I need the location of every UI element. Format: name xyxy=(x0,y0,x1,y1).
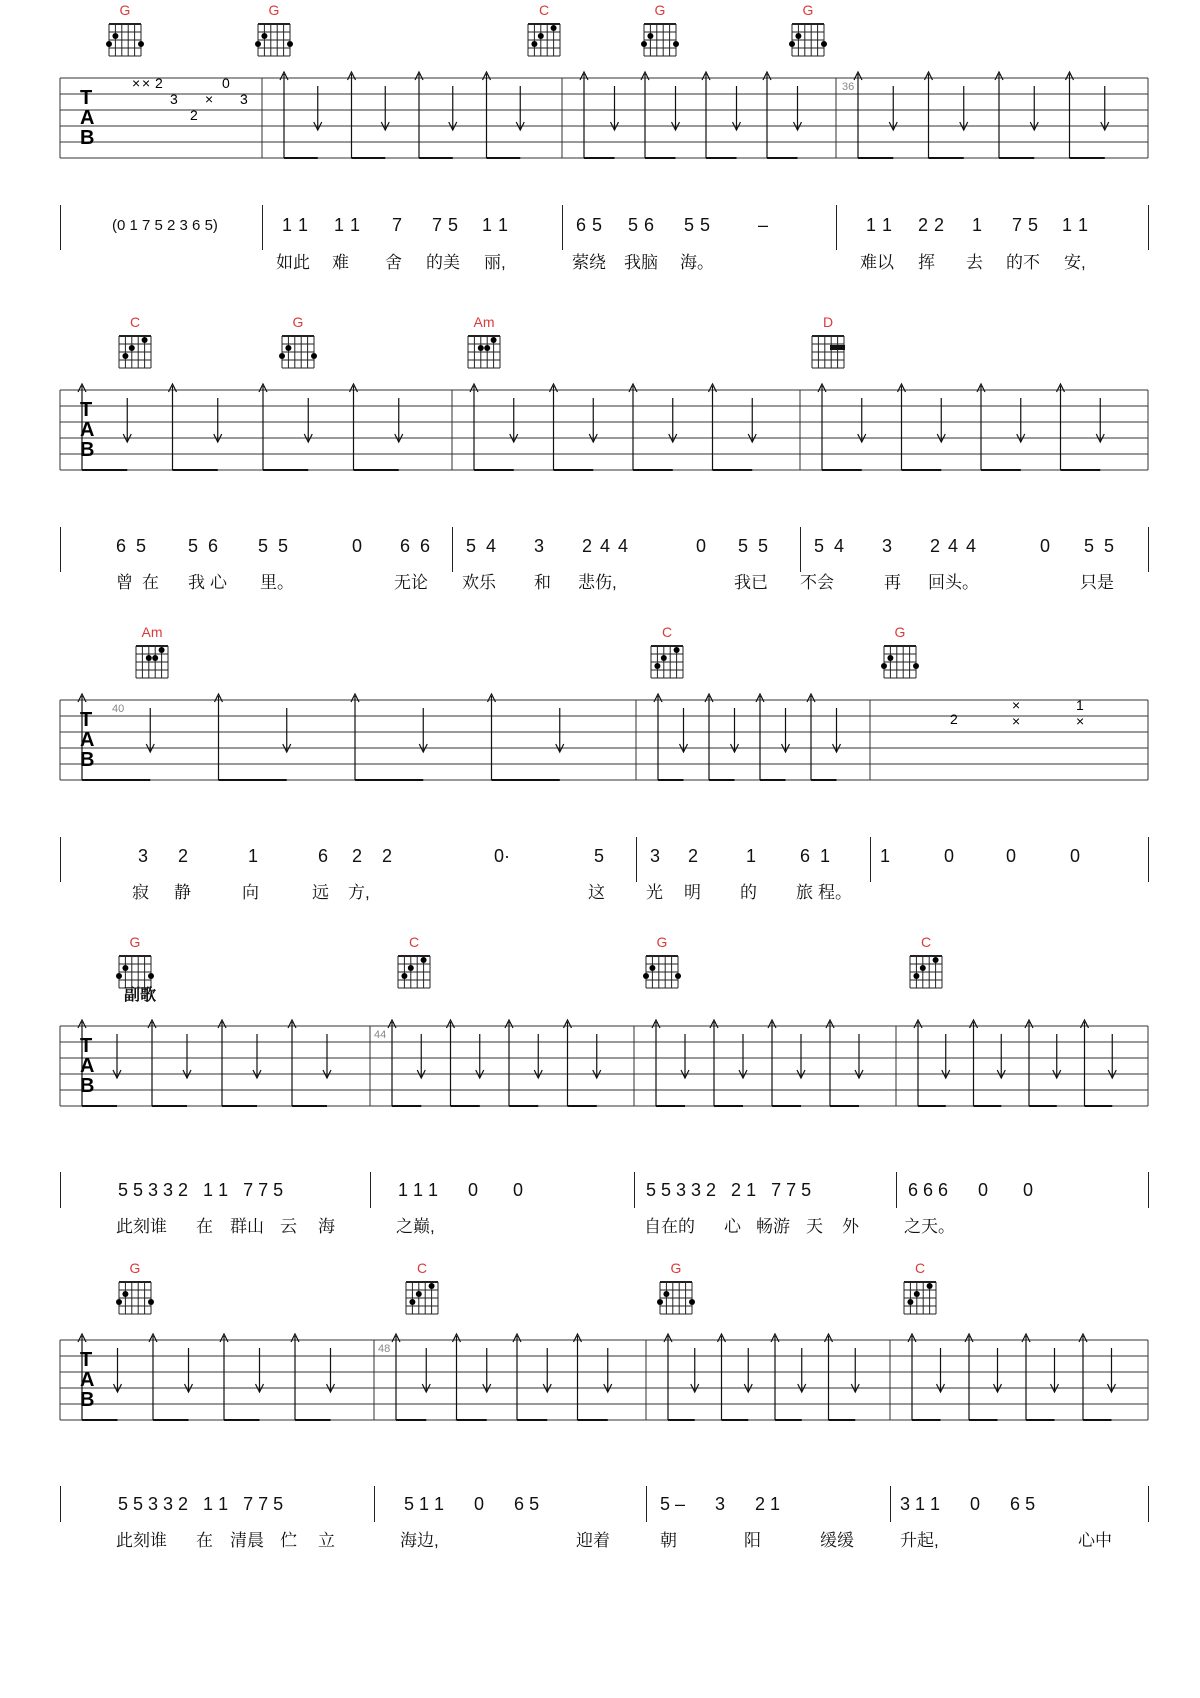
lyric-word: 萦绕 xyxy=(572,253,606,272)
lyric-word: 回头。 xyxy=(928,573,979,592)
chord-grid-icon xyxy=(656,1278,696,1318)
notation-number: 1 xyxy=(1062,215,1073,235)
lyric-word: 静 xyxy=(174,883,191,902)
notation-number: 5 xyxy=(628,215,639,235)
bar-line xyxy=(1148,837,1149,882)
chord-diagram-c xyxy=(400,1260,444,1318)
chord-name: G xyxy=(292,314,304,330)
bar-line xyxy=(452,527,453,572)
chord-name: G xyxy=(654,2,666,18)
chord-diagram-g xyxy=(878,624,922,682)
chord-diagram-g xyxy=(252,2,296,60)
chord-name: C xyxy=(538,2,550,18)
lyric-word: 畅游 xyxy=(756,1217,790,1236)
notation-number: 2 xyxy=(930,536,941,556)
strum-arrows xyxy=(78,694,841,780)
notation-number: 3 xyxy=(882,536,893,556)
bar-line xyxy=(800,527,801,572)
chord-name: C xyxy=(661,624,673,640)
bar-line xyxy=(636,837,637,882)
chord-grid-icon xyxy=(464,332,504,372)
svg-text:2: 2 xyxy=(190,107,198,123)
notation-number: 1 xyxy=(482,215,493,235)
lyric-word: 在 xyxy=(196,1217,213,1236)
chord-diagram-g xyxy=(276,314,320,372)
lyric-word: 难 xyxy=(332,253,349,272)
chord-grid-icon xyxy=(906,952,946,992)
lyric-word: 不会 xyxy=(800,573,834,592)
notation-number: 1 xyxy=(972,215,983,235)
tab-label-a: A xyxy=(80,107,95,129)
notation-number: 2 xyxy=(688,846,699,866)
chord-name: C xyxy=(129,314,141,330)
lyric-word: 云 xyxy=(280,1217,297,1236)
notation-number: 0 xyxy=(352,536,363,556)
notation-number: 2 xyxy=(352,846,363,866)
notation-number: 0· xyxy=(494,846,511,866)
notation-number: 5 xyxy=(258,536,269,556)
tab-label-b: B xyxy=(80,127,95,149)
lyric-word: 明 xyxy=(684,883,701,902)
lyric-word: 和 xyxy=(534,573,551,592)
bar-line xyxy=(870,837,871,882)
notation-number: 2 xyxy=(918,215,929,235)
lyric-word: 清晨 xyxy=(230,1531,264,1550)
lyric-word: 我脑 xyxy=(624,253,658,272)
chord-name: G xyxy=(119,2,131,18)
notation-number: 5 xyxy=(594,846,605,866)
notation-row: 5 5 3 3 2 1 1 7 7 5 xyxy=(118,1180,284,1200)
notation-number: 6 xyxy=(400,536,411,556)
chord-grid-icon xyxy=(105,20,145,60)
bar-line xyxy=(836,205,837,250)
bar-line xyxy=(890,1486,891,1522)
notation-number: 5 xyxy=(814,536,825,556)
notation-number: 5 xyxy=(684,215,695,235)
chord-name: G xyxy=(268,2,280,18)
chord-name: D xyxy=(822,314,834,330)
bar-line xyxy=(60,527,61,572)
chord-diagram-d xyxy=(806,314,850,372)
chord-diagram-g xyxy=(638,2,682,60)
chord-name: C xyxy=(416,1260,428,1276)
notation-number: 1 xyxy=(880,846,891,866)
lyric-word: 程。 xyxy=(818,883,852,902)
bar-line xyxy=(1148,1486,1149,1522)
lyric-word: 丽, xyxy=(484,253,506,272)
lyric-word: 向 xyxy=(242,883,259,902)
lyric-word: 海 xyxy=(318,1217,335,1236)
notation-row: 5 5 3 3 2 1 1 7 7 5 xyxy=(118,1494,284,1514)
lyric-word: 挥 xyxy=(918,253,935,272)
bar-number: 40 xyxy=(112,703,125,715)
chord-grid-icon xyxy=(115,332,155,372)
lyric-word: 迎着 xyxy=(576,1531,610,1550)
notation-row: 5 1 1 0 6 5 xyxy=(404,1494,540,1514)
svg-text:0: 0 xyxy=(222,75,230,91)
lyric-word: 心 xyxy=(210,573,227,592)
chord-grid-icon xyxy=(524,20,564,60)
lyric-word: 海边, xyxy=(400,1531,439,1550)
notation-number: 1 xyxy=(820,846,831,866)
lyric-word: 无论 xyxy=(394,573,428,592)
chord-diagram-c xyxy=(113,314,157,372)
bar-line xyxy=(646,1486,647,1522)
svg-text:×: × xyxy=(1012,697,1021,713)
bar-line xyxy=(562,205,563,250)
notation-number: 5 xyxy=(738,536,749,556)
notation-number: 2 xyxy=(934,215,945,235)
notation-number: 1 xyxy=(1078,215,1089,235)
notation-number: 4 xyxy=(834,536,845,556)
tab-label-a: A xyxy=(80,1369,95,1391)
notation-number: 5 xyxy=(1028,215,1039,235)
chord-grid-icon xyxy=(402,1278,442,1318)
lyric-word: 心 xyxy=(724,1217,741,1236)
section-label: 副歌 xyxy=(124,987,157,1004)
chord-diagram-am xyxy=(130,624,174,682)
notation-number: 4 xyxy=(486,536,497,556)
bar-line xyxy=(370,1172,371,1208)
lyric-word: 缓缓 xyxy=(820,1531,854,1550)
svg-text:2: 2 xyxy=(155,75,163,91)
tab-label-t: T xyxy=(80,1035,93,1057)
notation-number: 6 xyxy=(208,536,219,556)
lyric-word: 此刻谁 xyxy=(116,1531,167,1550)
notation-number: 6 xyxy=(116,536,127,556)
lyric-word: 心中 xyxy=(1078,1531,1112,1550)
bar-line xyxy=(262,205,263,250)
notation-number: 2 xyxy=(178,846,189,866)
chord-name: Am xyxy=(473,314,495,330)
lyric-word: 里。 xyxy=(260,573,294,592)
svg-text:1: 1 xyxy=(1076,697,1084,713)
notation-number: 1 xyxy=(746,846,757,866)
lyric-word: 天 xyxy=(806,1217,823,1236)
svg-text:2: 2 xyxy=(950,711,958,727)
strum-arrows xyxy=(78,1334,1116,1420)
notation-row: 5 5 3 3 2 2 1 7 7 5 xyxy=(646,1180,812,1200)
strum-arrows xyxy=(280,72,1109,158)
intro-notation: (0 1 7 5 2 3 6 5) xyxy=(112,217,218,234)
lyric-word: 外 xyxy=(842,1217,859,1236)
notation-number: 2 xyxy=(582,536,593,556)
notation-number: 7 xyxy=(1012,215,1023,235)
chord-diagram-g xyxy=(103,2,147,60)
lyric-word: 曾 xyxy=(116,573,133,592)
chord-grid-icon xyxy=(642,952,682,992)
lyric-word: 这 xyxy=(588,883,605,902)
notation-number: 5 xyxy=(1084,536,1095,556)
chord-grid-icon xyxy=(880,642,920,682)
notation-number: 5 xyxy=(278,536,289,556)
chord-diagram-g xyxy=(786,2,830,60)
notation-number: 1 xyxy=(866,215,877,235)
notation-number: 1 xyxy=(350,215,361,235)
notation-number: 0 xyxy=(696,536,707,556)
bar-line xyxy=(1148,205,1149,250)
bar-line xyxy=(60,205,61,250)
chord-grid-icon xyxy=(278,332,318,372)
chord-diagram-c xyxy=(898,1260,942,1318)
svg-text:×: × xyxy=(132,75,141,91)
tab-fret-marks xyxy=(950,697,1084,729)
chord-diagram-g xyxy=(113,1260,157,1318)
chord-name: G xyxy=(894,624,906,640)
lyric-word: 舍 xyxy=(385,253,402,272)
svg-text:×: × xyxy=(1012,713,1021,729)
notation-number: 1 xyxy=(882,215,893,235)
notation-number: 1 xyxy=(334,215,345,235)
lyric-word: 阳 xyxy=(744,1531,761,1550)
lyric-word: 立 xyxy=(318,1531,335,1550)
lyric-word: 方, xyxy=(348,883,370,902)
lyric-word: 的 xyxy=(740,883,757,902)
bar-line xyxy=(374,1486,375,1522)
lyric-word: 的不 xyxy=(1006,253,1040,272)
svg-text:×: × xyxy=(142,75,151,91)
lyric-word: 此刻谁 xyxy=(116,1217,167,1236)
lyric-word: 我 xyxy=(188,573,205,592)
notation-number: 1 xyxy=(498,215,509,235)
svg-text:×: × xyxy=(1076,713,1085,729)
lyric-word: 旅 xyxy=(796,883,813,902)
tab-fret-marks xyxy=(132,75,248,123)
tab-staff xyxy=(0,1008,1200,1208)
tab-label-t: T xyxy=(80,709,93,731)
notation-row: 3 1 1 0 6 5 xyxy=(900,1494,1036,1514)
chord-name: C xyxy=(920,934,932,950)
notation-number: 5 xyxy=(136,536,147,556)
chord-diagram-g xyxy=(654,1260,698,1318)
bar-line xyxy=(60,837,61,882)
lyric-word: 的美 xyxy=(426,253,460,272)
chord-name: C xyxy=(914,1260,926,1276)
lyric-word: 悲伤, xyxy=(578,573,617,592)
notation-number: 0 xyxy=(1040,536,1051,556)
lyric-word: 我已 xyxy=(734,573,768,592)
bar-line xyxy=(896,1172,897,1208)
notation-number: – xyxy=(758,215,769,235)
notation-number: 4 xyxy=(600,536,611,556)
notation-number: 6 xyxy=(420,536,431,556)
tab-label-b: B xyxy=(80,1075,95,1097)
strum-arrows xyxy=(78,1020,1116,1106)
notation-number: 0 xyxy=(944,846,955,866)
chord-grid-icon xyxy=(647,642,687,682)
chord-grid-icon xyxy=(394,952,434,992)
lyric-word: 朝 xyxy=(660,1531,677,1550)
notation-row: 1 1 1 0 0 xyxy=(398,1180,524,1200)
bar-number: 36 xyxy=(842,81,855,93)
lyric-word: 之天。 xyxy=(904,1217,955,1236)
bar-number: 44 xyxy=(374,1029,387,1041)
lyric-word: 伫 xyxy=(280,1531,297,1550)
chord-name: C xyxy=(408,934,420,950)
notation-number: 1 xyxy=(298,215,309,235)
svg-text:3: 3 xyxy=(170,91,178,107)
notation-number: 0 xyxy=(1070,846,1081,866)
tab-label-t: T xyxy=(80,399,93,421)
chord-diagram-c xyxy=(392,934,436,992)
chord-name: G xyxy=(656,934,668,950)
notation-number: 7 xyxy=(392,215,403,235)
notation-number: 0 xyxy=(1006,846,1017,866)
notation-row: 5 – 3 2 1 xyxy=(660,1494,781,1514)
lyric-word: 欢乐 xyxy=(462,573,496,592)
strum-arrows xyxy=(78,384,1104,470)
chord-name: G xyxy=(802,2,814,18)
notation-number: 1 xyxy=(282,215,293,235)
tab-label-t: T xyxy=(80,1349,93,1371)
chord-diagram-g xyxy=(640,934,684,992)
notation-number: 4 xyxy=(966,536,977,556)
lyric-word: 只是 xyxy=(1080,573,1114,592)
bar-line xyxy=(60,1486,61,1522)
notation-number: 3 xyxy=(650,846,661,866)
notation-number: 5 xyxy=(758,536,769,556)
notation-number: 6 xyxy=(800,846,811,866)
bar-line xyxy=(634,1172,635,1208)
notation-number: 5 xyxy=(592,215,603,235)
tab-label-a: A xyxy=(80,729,95,751)
notation-row: 6 6 6 0 0 xyxy=(908,1180,1034,1200)
notation-number: 5 xyxy=(700,215,711,235)
notation-number: 7 xyxy=(432,215,443,235)
bar-number: 48 xyxy=(378,1343,391,1355)
lyric-word: 在 xyxy=(196,1531,213,1550)
lyric-word: 在 xyxy=(142,573,159,592)
chord-grid-icon xyxy=(115,1278,155,1318)
bar-line xyxy=(1148,1172,1149,1208)
chord-grid-icon xyxy=(808,332,848,372)
bar-line xyxy=(1148,527,1149,572)
tab-label-b: B xyxy=(80,1389,95,1411)
notation-number: 3 xyxy=(534,536,545,556)
lyric-word: 难以 xyxy=(860,253,894,272)
tab-staff xyxy=(0,1322,1200,1522)
notation-number: 5 xyxy=(188,536,199,556)
lyric-word: 再 xyxy=(884,573,901,592)
lyric-word: 群山 xyxy=(230,1217,264,1236)
chord-grid-icon xyxy=(254,20,294,60)
notation-number: 5 xyxy=(448,215,459,235)
chord-grid-icon xyxy=(788,20,828,60)
notation-number: 4 xyxy=(948,536,959,556)
chord-grid-icon xyxy=(132,642,172,682)
notation-number: 6 xyxy=(576,215,587,235)
chord-diagram-c xyxy=(522,2,566,60)
lyric-word: 光 xyxy=(646,883,663,902)
chord-diagram-c xyxy=(904,934,948,992)
tab-label-a: A xyxy=(80,419,95,441)
notation-number: 2 xyxy=(382,846,393,866)
chord-diagram-c xyxy=(645,624,689,682)
notation-number: 1 xyxy=(248,846,259,866)
chord-name: G xyxy=(670,1260,682,1276)
notation-number: 3 xyxy=(138,846,149,866)
chord-grid-icon xyxy=(640,20,680,60)
bar-line xyxy=(60,1172,61,1208)
chord-name: G xyxy=(129,1260,141,1276)
tab-label-b: B xyxy=(80,749,95,771)
notation-number: 5 xyxy=(466,536,477,556)
notation-number: 6 xyxy=(318,846,329,866)
notation-number: 4 xyxy=(618,536,629,556)
chord-diagram-am xyxy=(462,314,506,372)
lyric-word: 升起, xyxy=(900,1531,939,1550)
lyric-word: 寂 xyxy=(132,883,149,902)
notation-number: 6 xyxy=(644,215,655,235)
svg-text:3: 3 xyxy=(240,91,248,107)
lyric-word: 安, xyxy=(1064,253,1086,272)
tab-label-b: B xyxy=(80,439,95,461)
lyric-word: 如此 xyxy=(276,253,310,272)
lyric-word: 自在的 xyxy=(644,1217,695,1236)
lyric-word: 远 xyxy=(312,883,329,902)
svg-text:×: × xyxy=(205,91,214,107)
lyric-word: 去 xyxy=(966,253,983,272)
chord-name: G xyxy=(129,934,141,950)
chord-name: Am xyxy=(141,624,163,640)
notation-number: 5 xyxy=(1104,536,1115,556)
chord-grid-icon xyxy=(900,1278,940,1318)
lyric-word: 海。 xyxy=(680,253,714,272)
tab-label-t: T xyxy=(80,87,93,109)
tab-label-a: A xyxy=(80,1055,95,1077)
lyric-word: 之巅, xyxy=(396,1217,435,1236)
